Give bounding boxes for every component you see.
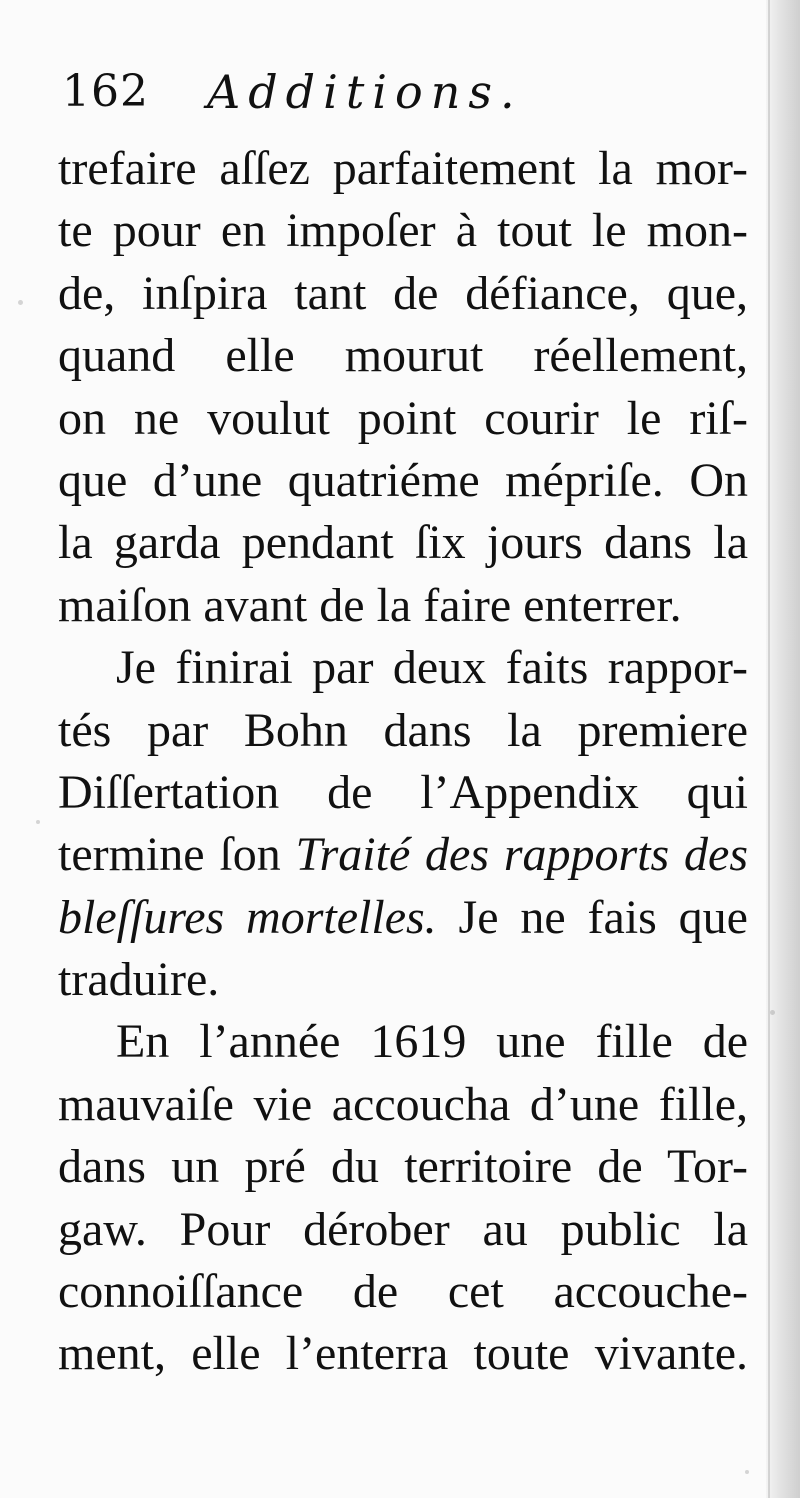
text-line: connoiſſance de cet accouche-	[58, 1265, 748, 1319]
book-title-italic: Traité des rapports des	[295, 828, 748, 882]
running-header	[62, 62, 762, 122]
text-line: te pour en impoſer à tout le mon-	[58, 204, 748, 258]
text-line: Diſſertation de l’Appendix qui	[58, 765, 748, 819]
text-line: que d’une quatriéme mépriſe. On	[58, 453, 748, 507]
text-line: tés par Bohn dans la premiere	[58, 703, 748, 757]
scan-speck	[745, 1470, 749, 1474]
page-number: 162	[62, 66, 149, 117]
text-line: la garda pendant ſix jours dans la	[58, 516, 748, 570]
page-edge-line	[768, 0, 770, 1498]
text-run: termine ſon	[58, 828, 296, 882]
text-line	[58, 887, 748, 949]
text-line: dans un pré du territoire de Tor-	[58, 1140, 748, 1194]
running-head-title: Additions.	[207, 65, 523, 119]
body-text	[58, 138, 748, 1386]
book-title-italic: bleſſures mortelles.	[58, 890, 437, 944]
text-line: ment, elle l’enterra toute vivante.	[58, 1327, 748, 1381]
text-line: trefaire aſſez parfaitement la mor-	[58, 142, 748, 195]
text-line: quand elle mourut réellement,	[58, 329, 748, 383]
text-run: Je ne fais que	[436, 890, 748, 944]
page-edge-shadow	[766, 0, 800, 1498]
text-line: gaw. Pour dérober au public la	[58, 1202, 748, 1256]
text-line: de, inſpira tant de défiance, que,	[58, 266, 748, 320]
text-line: maiſon avant de la faire enterrer.	[58, 578, 682, 632]
text-line	[58, 824, 748, 886]
text-line: En l’année 1619 une fille de	[116, 1015, 748, 1069]
text-line: Je finirai par deux faits rappor-	[116, 641, 748, 695]
text-line: mauvaiſe vie accoucha d’une fille,	[58, 1077, 748, 1131]
scan-speck	[18, 300, 23, 305]
text-line: on ne voulut point courir le riſ-	[58, 391, 748, 445]
scan-speck	[770, 1010, 775, 1015]
text-line: traduire.	[58, 953, 220, 1007]
scan-speck	[36, 820, 40, 824]
